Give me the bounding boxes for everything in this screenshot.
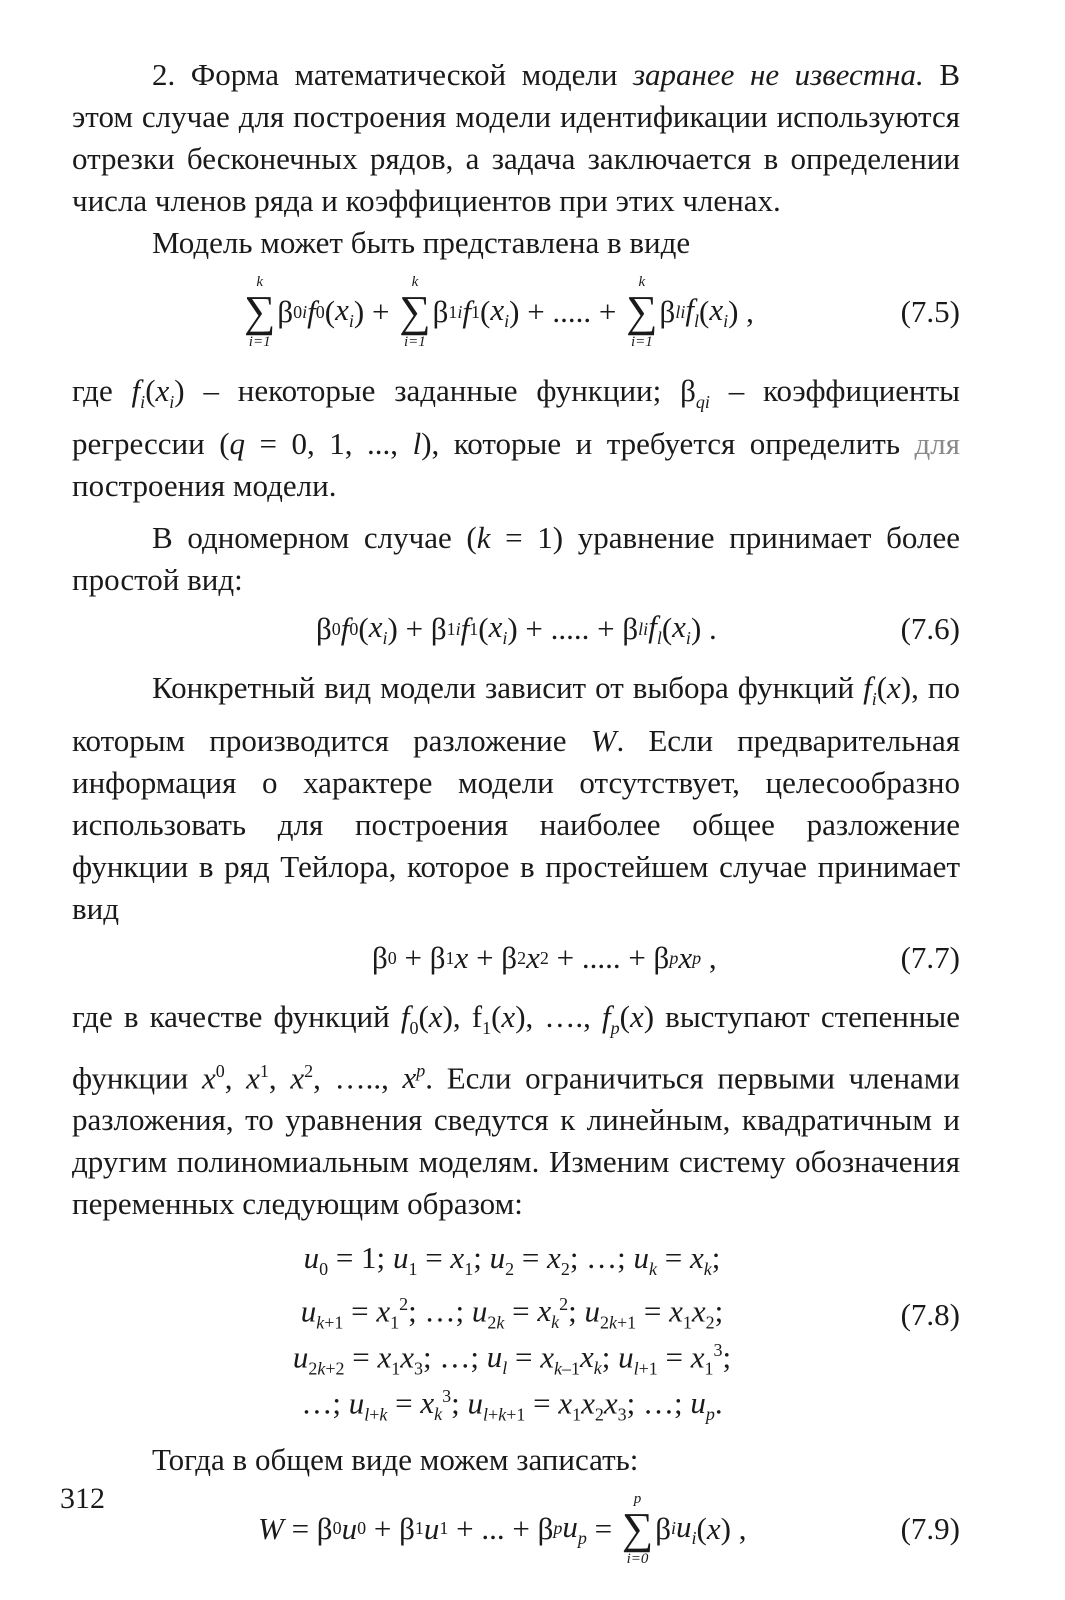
equation-7-6: β 0 f 0 ( $x_i$ ) + β 1i f 1 ( $x_i$ ) + ..... + β li $f_l$ ( $x_i$ ) . (7.6) [72, 601, 960, 657]
equation-7-5: k ∑ i=1 β 0i f 0 ( $x_i$ ) + k ∑ i=1 β 1i f 1 ( $x_i$ ) + ..... + k ∑ i=1 β li $f_l$ ( $x_i$ ) , (7.5) [72, 264, 960, 360]
paragraph-5: Конкретный вид модели зависит от выбора функций $f_i(x)$, по которым производится разложение W. Если предварительная информация о характере модели отсутствует, целесообразно использовать для построения наиболее общее разложение функции в ряд Тейлора, которое в простейшем случае принимает вид [72, 670, 960, 927]
paragraph-3: где $f_i(x_i)$ – некоторые заданные функции; $\beta_{qi}$ – коэффициенты регрессии (q = 0, 1, ..., l), которые и требуется определить для построения модели. [72, 373, 961, 504]
paragraph-6: где в качестве функций $f_0(x)$, $f_1(x)$, …., $f_p(x)$ выступают степенные функции $x^0$, $x^1$, $x^2$, ….., $x^p$. Если ограничиться первыми членами разложения, то уравнения сведутся к линейным, квадратичным и другим полиномиальным моделям. Изменим систему обозначения переменных следующим образом: [72, 999, 961, 1221]
equation-7-9: W = β 0 u 0 + β 1 u 1 + ... + β p $u_p$ = p ∑ i=0 β i $u_i$ ( x ) , (7.9) [72, 1481, 960, 1577]
page-content [72, 54, 960, 1577]
equation-7-8: $u_0 = 1$; $u_1 = x_1$; $u_2 = x_2$; …; $u_k = x_k$; $u_{k+1} = x_1^2$; …; $u_{2k} = x_k^2$; $u_{2k+1} = x_1x_2$; $u_{2k+2} = x_1x_3$; …; $u_l = x_{k-1}x_k$; $u_{l+1} = x_1^3$; …; $u_{l+k} = x_k^3$; $u_{l+k+1} = x_1x_2x_3$; …; $u_p$. (7.8) [292, 1239, 960, 1425]
paragraph-4: В одномерном случае (k = 1) уравнение принимает более простой вид: [72, 520, 960, 598]
paragraph-2: Модель может быть представлена в виде [152, 225, 691, 260]
equation-number: (7.7) [900, 940, 960, 976]
equation-number: (7.8) [900, 1296, 960, 1332]
paragraph-1: 2. Форма математической модели заранее не известна. В этом случае для построения модели идентификации используются отрезки бесконечных рядов, а задача заключается в определении числа членов ряда и коэффициентов при этих членах. [72, 57, 960, 218]
equation-number: (7.5) [900, 294, 960, 329]
paragraph-7: Тогда в общем виде можем записать: [152, 1441, 639, 1477]
equation-number: (7.6) [900, 611, 960, 647]
page-number: 312 [60, 1482, 105, 1515]
equation-7-7: β 0 + β 1 x + β 2 x 2 + ..... + β p x p , (7.7) [72, 930, 960, 986]
equation-number: (7.9) [900, 1510, 960, 1546]
